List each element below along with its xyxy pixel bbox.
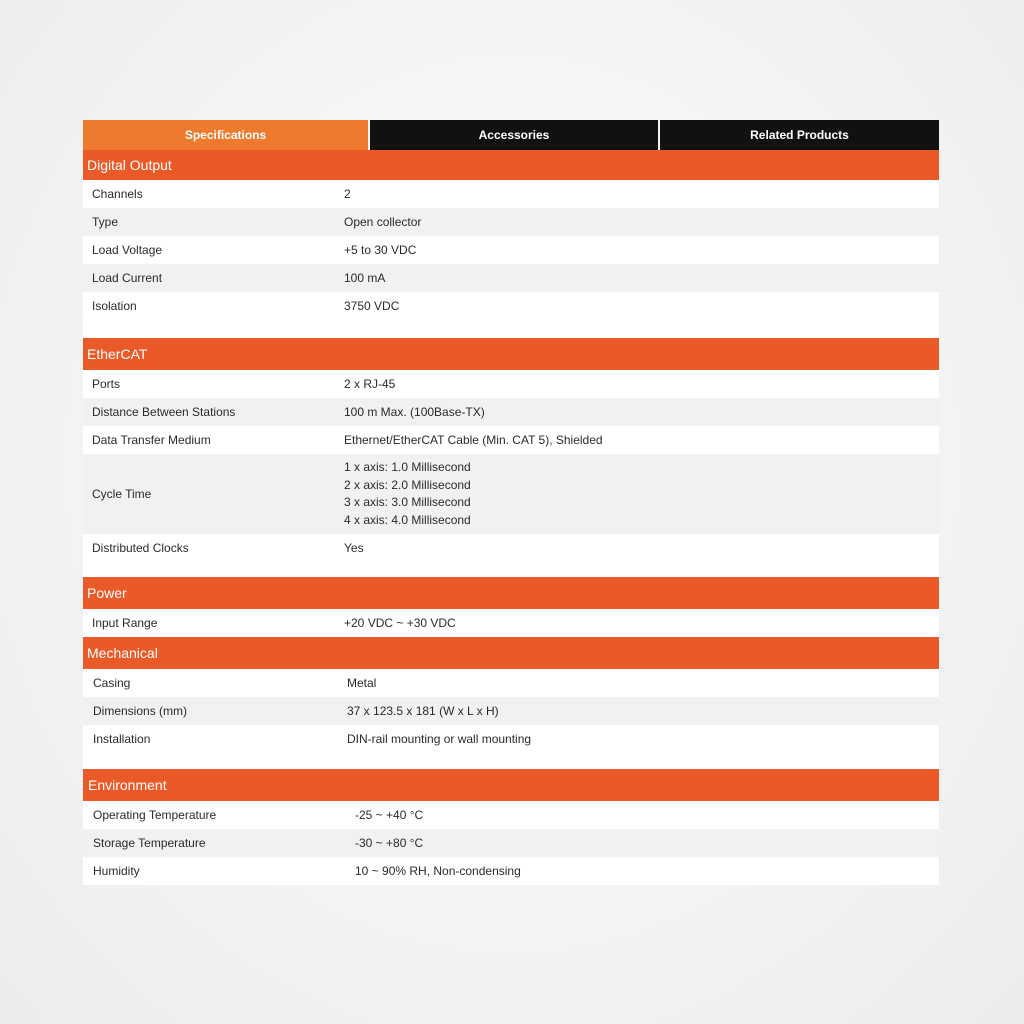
spec-value: Metal xyxy=(347,676,377,690)
spec-value-line: 4 x axis: 4.0 Millisecond xyxy=(344,512,471,527)
spec-row xyxy=(83,454,939,534)
spec-panel xyxy=(83,120,939,885)
spec-row xyxy=(83,669,939,697)
section-spacer xyxy=(83,562,939,577)
spec-label: Dimensions (mm) xyxy=(93,704,188,718)
spec-label: Channels xyxy=(92,187,143,201)
spec-label: Load Voltage xyxy=(92,243,163,257)
spec-value-multiline xyxy=(344,459,939,529)
spec-value: Open collector xyxy=(344,215,422,229)
section-header-mechanical: Mechanical xyxy=(83,637,939,669)
spec-value: DIN-rail mounting or wall mounting xyxy=(347,732,532,746)
spec-row xyxy=(83,857,939,885)
section-header-digital-output: Digital Output xyxy=(83,150,939,180)
spec-value: 2 xyxy=(344,187,351,201)
spec-row xyxy=(83,180,939,208)
spec-row xyxy=(83,725,939,753)
spec-row xyxy=(83,292,939,320)
spec-label: Distributed Clocks xyxy=(92,541,189,555)
spec-label: Data Transfer Medium xyxy=(92,433,211,447)
section-spacer xyxy=(83,753,939,769)
spec-label: Distance Between Stations xyxy=(92,405,236,419)
spec-label: Casing xyxy=(93,676,131,690)
tab-bar xyxy=(83,120,939,150)
spec-label: Type xyxy=(92,215,119,229)
spec-label: Installation xyxy=(93,732,151,746)
spec-value: 37 x 123.5 x 181 (W x L x H) xyxy=(347,704,499,718)
spec-label: Humidity xyxy=(93,864,140,878)
spec-row xyxy=(83,398,939,426)
spec-value: 100 mA xyxy=(344,271,386,285)
spec-value: 2 x RJ-45 xyxy=(344,377,396,391)
spec-label: Load Current xyxy=(92,271,163,285)
section-header-power: Power xyxy=(83,577,939,609)
spec-row xyxy=(83,801,939,829)
spec-value-line: 1 x axis: 1.0 Millisecond xyxy=(344,460,471,474)
spec-value: 10 ~ 90% RH, Non-condensing xyxy=(355,864,521,878)
spec-label: Input Range xyxy=(92,616,158,630)
spec-label: Isolation xyxy=(92,299,137,313)
tab-related-products[interactable]: Related Products xyxy=(660,120,939,150)
spec-row xyxy=(83,370,939,398)
spec-row xyxy=(83,829,939,857)
spec-value: Ethernet/EtherCAT Cable (Min. CAT 5), Shielded xyxy=(344,433,603,447)
spec-value-line: 3 x axis: 3.0 Millisecond xyxy=(344,495,471,509)
spec-value: +20 VDC ~ +30 VDC xyxy=(344,616,456,630)
section-header-ethercat: EtherCAT xyxy=(83,338,939,370)
spec-value: Yes xyxy=(344,541,364,555)
spec-label: Operating Temperature xyxy=(93,808,217,822)
spec-row xyxy=(83,609,939,637)
spec-row xyxy=(83,697,939,725)
spec-label: Storage Temperature xyxy=(93,836,206,850)
spec-row xyxy=(83,236,939,264)
section-spacer xyxy=(83,320,939,338)
spec-row xyxy=(83,208,939,236)
spec-value-line: 2 x axis: 2.0 Millisecond xyxy=(344,477,471,492)
section-header-environment: Environment xyxy=(83,769,939,801)
spec-row xyxy=(83,534,939,562)
spec-row xyxy=(83,264,939,292)
spec-value: 100 m Max. (100Base-TX) xyxy=(344,405,485,419)
spec-value: -30 ~ +80 °C xyxy=(355,836,424,850)
spec-row xyxy=(83,426,939,454)
tab-specifications[interactable]: Specifications xyxy=(83,120,368,150)
spec-value: 3750 VDC xyxy=(344,299,400,313)
spec-label: Ports xyxy=(92,377,121,391)
spec-label: Cycle Time xyxy=(92,487,152,501)
spec-value: -25 ~ +40 °C xyxy=(355,808,424,822)
spec-value: +5 to 30 VDC xyxy=(344,243,417,257)
tab-accessories[interactable]: Accessories xyxy=(370,120,658,150)
